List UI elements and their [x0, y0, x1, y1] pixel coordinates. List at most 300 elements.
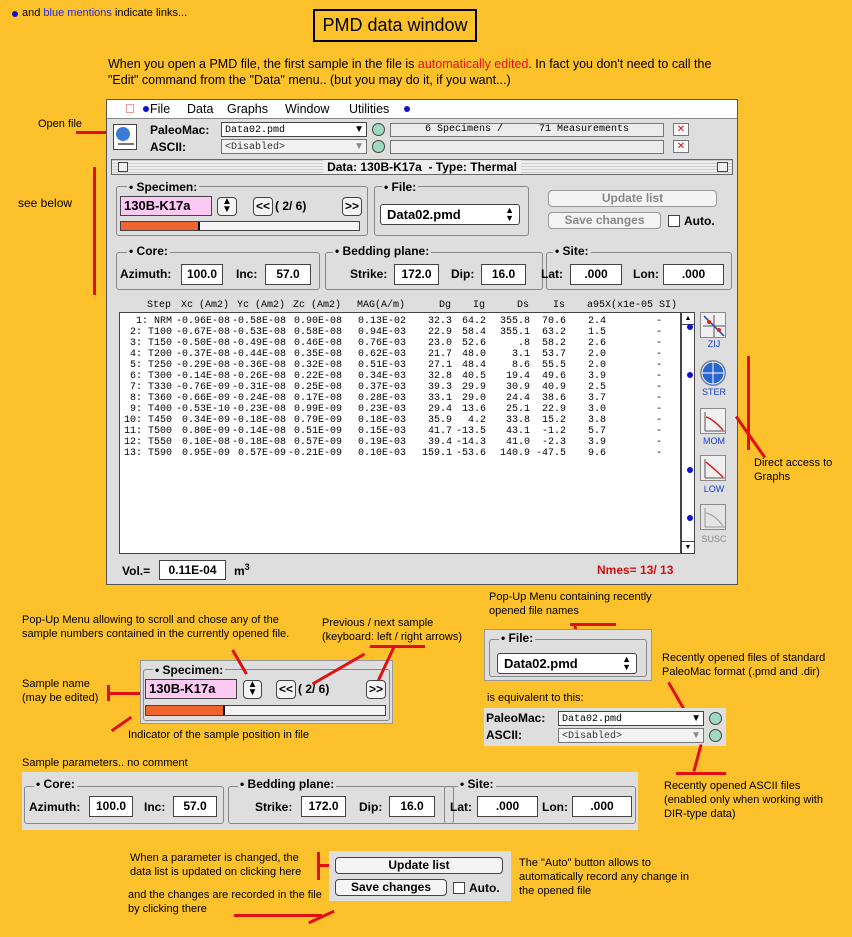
table-cell: -53.6 [455, 448, 486, 459]
bedding-group-label: • Bedding plane: [335, 244, 430, 258]
column-header: Step [146, 300, 171, 311]
table-cell: 140.9 [499, 448, 530, 459]
table-cell: 0.51E-09 [293, 426, 342, 437]
susc-icon[interactable] [700, 504, 726, 530]
popup-arrows-icon: ▲ ▼ [505, 205, 514, 223]
dip-field[interactable]: 16.0 [389, 796, 435, 817]
recent-ascii-bar [676, 772, 726, 775]
dip-label: Dip: [359, 800, 383, 814]
mom-graphic [701, 409, 727, 435]
table-cell: 1.5 [587, 327, 606, 338]
table-cell: 0.19E-03 [357, 437, 406, 448]
low-graphic [701, 456, 727, 482]
lat-field[interactable]: .000 [570, 264, 622, 285]
table-cell: 10: T450 [123, 415, 172, 426]
sample-position-fill [121, 222, 200, 230]
recent-popup-note: Pop-Up Menu containing recently opened file names [489, 591, 652, 617]
table-row[interactable] [120, 393, 662, 404]
table-cell: -47.5 [535, 448, 566, 459]
table-cell: 0.17E-08 [293, 393, 342, 404]
table-cell: 7: T330 [129, 382, 172, 393]
ster-graphic [701, 361, 727, 387]
lon-field[interactable]: .000 [572, 796, 632, 817]
sample-name-note: Sample name (may be edited) [22, 678, 99, 704]
recent-ascii-note: Recently opened ASCII files (enabled only when working with DIR-type data) [664, 780, 823, 820]
table-cell: 4.2 [467, 415, 486, 426]
file-popup[interactable]: Data02.pmd ▲ ▼ [497, 653, 637, 674]
menu-utilities[interactable]: Utilities [349, 102, 390, 116]
auto-checkbox[interactable] [453, 882, 465, 894]
file-detail [484, 629, 652, 681]
sample-position-fill [146, 706, 225, 715]
zoom-box-icon[interactable] [717, 162, 728, 172]
table-cell: 13: T590 [123, 448, 172, 459]
table-cell: 0.58E-08 [293, 327, 342, 338]
table-row[interactable] [120, 415, 662, 426]
table-cell: - [655, 360, 662, 371]
lat-label: Lat: [541, 267, 563, 281]
table-cell: 32.8 [427, 371, 452, 382]
inc-field[interactable]: 57.0 [173, 796, 217, 817]
table-cell: 13.6 [461, 404, 486, 415]
table-cell: -0.23E-08 [231, 404, 286, 415]
inc-label: Inc: [236, 267, 258, 281]
zij-icon[interactable] [700, 312, 726, 338]
table-cell: -0.37E-08 [175, 349, 230, 360]
table-cell: 11: T500 [123, 426, 172, 437]
save-bar [234, 914, 322, 917]
link-dot-icon [687, 372, 693, 378]
table-cell: 63.2 [541, 327, 566, 338]
table-cell: - [655, 404, 662, 415]
table-cell: - [655, 338, 662, 349]
sample-position-bar [145, 705, 386, 716]
next-sample-button[interactable]: >> [366, 680, 386, 699]
table-cell: 0.25E-08 [293, 382, 342, 393]
table-cell: 43.1 [505, 426, 530, 437]
table-cell: -0.53E-10 [175, 404, 230, 415]
table-cell: 29.4 [427, 404, 452, 415]
column-header: Xc (Am2) [180, 300, 229, 311]
data-title: Data: 130B-K17a - Type: Thermal [323, 160, 521, 174]
column-header: Yc (Am2) [236, 300, 285, 311]
table-cell: - [655, 327, 662, 338]
vol-unit: $m^3$ [234, 562, 250, 578]
ascii-radio[interactable] [372, 140, 385, 153]
table-cell: 2.0 [587, 349, 606, 360]
table-cell: - [655, 437, 662, 448]
nmes-count: Nmes= 13/ 13 [597, 563, 674, 577]
equivalent-note: is equivalent to this: [487, 692, 584, 704]
table-cell: 159.1 [421, 448, 452, 459]
table-cell: 22.9 [541, 404, 566, 415]
table-cell: 9.6 [587, 448, 606, 459]
table-cell: 0.15E-03 [357, 426, 406, 437]
see-below-note: see below [18, 196, 73, 210]
menu-data[interactable]: Data [187, 102, 214, 116]
table-cell: -0.67E-08 [175, 327, 230, 338]
table-cell: 3.8 [587, 415, 606, 426]
table-cell: -14.3 [455, 437, 486, 448]
inc-field[interactable]: 57.0 [265, 264, 311, 285]
actions-detail [329, 851, 511, 901]
column-header: X(x1e-05 SI) [605, 300, 678, 311]
specimen-position: ( 2/ 6) [275, 199, 307, 213]
table-cell: 8.6 [511, 360, 530, 371]
ascii-select: <Disabled> ▼ [558, 728, 704, 743]
table-row[interactable] [120, 327, 662, 338]
table-cell: 5.7 [587, 426, 606, 437]
specimen-name-field[interactable]: 130B-K17a [120, 196, 212, 216]
table-cell: 3.9 [587, 371, 606, 382]
strike-label: Strike: [255, 800, 293, 814]
changes-recorded-note: and the changes are recorded in the file by clicking there [128, 889, 322, 915]
strike-label: Strike: [350, 267, 388, 281]
table-cell: 25.1 [505, 404, 530, 415]
table-cell: 33.8 [505, 415, 530, 426]
table-cell: .8 [517, 338, 530, 349]
file-group-label: • File: [384, 180, 417, 194]
table-cell: -0.53E-08 [231, 327, 286, 338]
table-cell: 0.35E-08 [293, 349, 342, 360]
table-cell: 27.1 [427, 360, 452, 371]
table-cell: -2.3 [541, 437, 566, 448]
table-cell: -0.66E-09 [175, 393, 230, 404]
apple-icon[interactable] [125, 101, 135, 116]
table-cell: 58.2 [541, 338, 566, 349]
table-cell: 0.10E-03 [357, 448, 406, 459]
table-cell: 15.2 [541, 415, 566, 426]
column-header: Dg [438, 300, 451, 311]
table-cell: - [655, 371, 662, 382]
strike-field[interactable]: 172.0 [394, 264, 439, 285]
table-cell: - [655, 382, 662, 393]
table-cell: - [655, 448, 662, 459]
column-header: MAG(A/m) [356, 300, 405, 311]
scroll-up-icon[interactable]: ▲ [682, 313, 694, 325]
lon-label: Lon: [633, 267, 659, 281]
table-cell: 355.1 [499, 327, 530, 338]
menu-bar [107, 100, 737, 119]
azimuth-label: Azimuth: [29, 800, 81, 814]
table-cell: -0.44E-08 [231, 349, 286, 360]
table-cell: -0.14E-08 [175, 371, 230, 382]
ascii-radio[interactable] [709, 729, 722, 742]
table-cell: 38.6 [541, 393, 566, 404]
dropdown-arrow-icon: ▼ [691, 713, 701, 724]
strike-field[interactable]: 172.0 [301, 796, 346, 817]
table-cell: 2.4 [587, 316, 606, 327]
specimen-detail [140, 660, 393, 724]
intro-text: When you open a PMD file, the first sample in the file is automatically edited. In fact you don't need to call the "Edit" command from the "Data" menu.. (but you may do it, if you want...) [108, 57, 712, 87]
auto-checkbox[interactable] [668, 215, 680, 227]
paleomac-label: PaleoMac: [150, 123, 210, 137]
prev-sample-button[interactable]: << [276, 680, 296, 699]
table-cell: 24.4 [505, 393, 530, 404]
table-cell: 40.9 [541, 382, 566, 393]
site-group-label: • Site: [555, 244, 589, 258]
low-button[interactable]: LOW [703, 484, 725, 494]
table-cell: 0.34E-09 [181, 415, 230, 426]
auto-label: Auto. [469, 881, 500, 895]
specimen-detail-label: • Specimen: [155, 663, 224, 677]
table-cell: 2.5 [587, 382, 606, 393]
table-cell: 0.76E-03 [357, 338, 406, 349]
table-cell: -0.14E-08 [231, 426, 286, 437]
graph-buttons-panel [698, 312, 730, 552]
table-row[interactable] [120, 448, 662, 459]
prev-sample-button[interactable]: << [253, 197, 273, 216]
table-cell: -0.18E-08 [231, 437, 286, 448]
table-cell: 0.28E-03 [357, 393, 406, 404]
table-cell: - [655, 426, 662, 437]
susc-button[interactable]: SUSC [701, 534, 727, 544]
vol-field[interactable]: 0.11E-04 [159, 560, 226, 580]
page-title: PMD data window [313, 9, 477, 42]
zij-button[interactable]: ZIJ [707, 339, 721, 349]
table-cell: 3.9 [587, 437, 606, 448]
table-cell: 35.9 [427, 415, 452, 426]
table-cell: 0.57E-09 [293, 437, 342, 448]
popup-arrows-icon: ▲ ▼ [622, 654, 631, 672]
link-dot-icon [687, 324, 693, 330]
link-dot-icon [687, 467, 693, 473]
close-icon[interactable]: ✕ [673, 140, 689, 153]
menu-window[interactable]: Window [285, 102, 330, 116]
zij-graphic [701, 313, 727, 339]
table-cell: 22.9 [427, 327, 452, 338]
table-cell: 3.7 [587, 393, 606, 404]
lon-label: Lon: [542, 800, 568, 814]
table-cell: -13.5 [455, 426, 486, 437]
table-cell: 0.13E-02 [357, 316, 406, 327]
table-cell: 52.6 [461, 338, 486, 349]
table-cell: 49.6 [541, 371, 566, 382]
inc-label: Inc: [144, 800, 166, 814]
dip-field[interactable]: 16.0 [481, 264, 526, 285]
column-header: Ig [472, 300, 485, 311]
ascii-label: ASCII: [486, 728, 522, 742]
table-row[interactable] [120, 371, 662, 382]
table-cell: -0.49E-08 [231, 338, 286, 349]
close-box-icon[interactable] [118, 162, 128, 172]
table-cell: 30.9 [505, 382, 530, 393]
paleomac-radio[interactable] [709, 712, 722, 725]
susc-graphic [701, 505, 727, 531]
indicator-note: Indicator of the sample position in file [128, 729, 309, 741]
recent-popup-bar [570, 623, 616, 626]
sample-params-note: Sample parameters.. no comment [22, 757, 188, 769]
graphs-bracket-line [735, 416, 766, 459]
table-cell: 32.3 [427, 316, 452, 327]
table-cell: 41.7 [427, 426, 452, 437]
link-dot-icon [404, 106, 410, 112]
dropdown-arrow-icon: ▼ [354, 141, 364, 152]
prev-next-bar [370, 645, 425, 648]
table-cell: - [655, 415, 662, 426]
table-row[interactable] [120, 338, 662, 349]
file-detail-label: • File: [501, 631, 534, 645]
file-rows-detail [484, 708, 726, 746]
table-cell: 355.8 [499, 316, 530, 327]
link-dot-icon [687, 515, 693, 521]
data-list[interactable] [119, 312, 681, 554]
bullet-icon [12, 11, 18, 17]
table-row[interactable] [120, 404, 662, 415]
table-row[interactable] [120, 426, 662, 437]
table-cell: 70.6 [541, 316, 566, 327]
table-cell: 4: T200 [129, 349, 172, 360]
table-cell: -0.24E-08 [231, 393, 286, 404]
table-cell: 2.0 [587, 360, 606, 371]
paleomac-select[interactable]: Data02.pmd ▼ [221, 122, 367, 137]
lon-field[interactable]: .000 [663, 264, 724, 285]
save-changes-button[interactable]: Save changes [548, 212, 661, 229]
update-list-button[interactable]: Update list [548, 190, 717, 207]
menu-graphs[interactable]: Graphs [227, 102, 268, 116]
table-cell: 3.1 [511, 349, 530, 360]
paleomac-select[interactable]: Data02.pmd ▼ [558, 711, 704, 726]
link-legend: and blue mentions indicate links... [22, 7, 188, 19]
table-cell: 2.6 [587, 338, 606, 349]
prev-next-note: Previous / next sample (keyboard: left / right arrows) [322, 617, 462, 643]
close-icon[interactable]: ✕ [673, 123, 689, 136]
column-header: a95 [586, 300, 605, 311]
ascii-label: ASCII: [150, 140, 186, 154]
table-cell: 64.2 [461, 316, 486, 327]
table-cell: 39.3 [427, 382, 452, 393]
save-changes-button[interactable]: Save changes [335, 879, 447, 896]
table-cell: -0.76E-09 [175, 382, 230, 393]
table-cell: 48.4 [461, 360, 486, 371]
menu-file[interactable]: File [150, 102, 171, 116]
table-cell: 0.57E-09 [237, 448, 286, 459]
ster-icon[interactable] [700, 360, 726, 386]
table-cell: -1.2 [541, 426, 566, 437]
specimen-popup-button[interactable]: ▲ ▼ [217, 197, 237, 216]
next-sample-button[interactable]: >> [342, 197, 362, 216]
table-cell: 19.4 [505, 371, 530, 382]
table-cell: 0.99E-09 [293, 404, 342, 415]
summary-bar [390, 140, 664, 154]
link-dot-icon [143, 106, 149, 112]
table-cell: 29.0 [461, 393, 486, 404]
specimen-group-label: • Specimen: [129, 180, 198, 194]
table-cell: 0.95E-09 [181, 448, 230, 459]
table-cell: 23.0 [427, 338, 452, 349]
table-cell: - [655, 349, 662, 360]
table-cell: 33.1 [427, 393, 452, 404]
column-header: Is [552, 300, 565, 311]
table-cell: 29.9 [461, 382, 486, 393]
table-cell: 12: T550 [123, 437, 172, 448]
auto-note: The "Auto" button allows to automatically record any change in the opened file [519, 857, 689, 897]
vol-label: Vol.= [122, 564, 151, 578]
param-changed-note: When a parameter is changed, the data list is updated on clicking here [130, 852, 302, 878]
low-icon[interactable] [700, 455, 726, 481]
table-cell: 21.7 [427, 349, 452, 360]
scroll-down-icon[interactable]: ▼ [682, 541, 694, 553]
azimuth-field[interactable]: 100.0 [89, 796, 133, 817]
specimen-popup-button[interactable]: ▲ ▼ [243, 680, 262, 699]
table-cell: 0.22E-08 [293, 371, 342, 382]
azimuth-field[interactable]: 100.0 [181, 264, 223, 285]
table-row[interactable] [120, 316, 662, 327]
file-summary: 6 Specimens / 71 Measurements [390, 123, 664, 137]
table-cell: 3.0 [587, 404, 606, 415]
site-group-label: • Site: [460, 777, 494, 791]
ster-button[interactable]: STER [701, 387, 726, 397]
paleomac-label: PaleoMac: [486, 711, 546, 725]
ascii-select: <Disabled> ▼ [221, 139, 367, 154]
table-cell: 41.0 [505, 437, 530, 448]
sample-position-bar [120, 221, 360, 231]
column-header: Zc (Am2) [292, 300, 341, 311]
file-popup[interactable]: Data02.pmd ▲ ▼ [380, 204, 520, 225]
table-cell: 0.46E-08 [293, 338, 342, 349]
table-cell: 2: T100 [129, 327, 172, 338]
table-cell: 40.5 [461, 371, 486, 382]
paleomac-radio[interactable] [372, 123, 385, 136]
table-cell: 0.37E-03 [357, 382, 406, 393]
table-cell: 0.34E-03 [357, 371, 406, 382]
table-cell: 1: NRM [135, 316, 172, 327]
direct-access-note: Direct access to Graphs [754, 457, 833, 483]
mom-icon[interactable] [700, 408, 726, 434]
lat-label: Lat: [450, 800, 472, 814]
specimen-name-field[interactable]: 130B-K17a [145, 679, 237, 699]
table-cell: -0.21E-09 [287, 448, 342, 459]
table-cell: - [655, 316, 662, 327]
sample-name-arrow-h [109, 692, 144, 695]
mom-button[interactable]: MOM [703, 436, 725, 446]
bedding-group-label: • Bedding plane: [240, 777, 335, 791]
dip-label: Dip: [451, 267, 475, 281]
pmd-data-window [106, 99, 738, 585]
table-cell: 3: T150 [129, 338, 172, 349]
table-cell: 5: T250 [129, 360, 172, 371]
table-row[interactable] [120, 382, 662, 393]
data-title-bar[interactable] [111, 159, 733, 175]
table-cell: -0.26E-08 [231, 371, 286, 382]
open-file-arrow [76, 131, 110, 134]
lat-field[interactable]: .000 [477, 796, 538, 817]
table-cell: -0.18E-08 [231, 415, 286, 426]
table-cell: -0.50E-08 [175, 338, 230, 349]
dropdown-arrow-icon: ▼ [354, 124, 364, 135]
specimen-position: ( 2/ 6) [298, 682, 330, 696]
table-cell: 0.23E-03 [357, 404, 406, 415]
table-cell: 9: T400 [129, 404, 172, 415]
dropdown-arrow-icon: ▼ [691, 730, 701, 741]
auto-label: Auto. [684, 214, 715, 228]
table-cell: -0.36E-08 [231, 360, 286, 371]
table-row[interactable] [120, 349, 662, 360]
table-cell: 8: T360 [129, 393, 172, 404]
update-list-button[interactable]: Update list [335, 857, 503, 874]
table-cell: 0.18E-03 [357, 415, 406, 426]
table-row[interactable] [120, 437, 662, 448]
recent-std-note: Recently opened files of standard PaleoMac format (.pmd and .dir) [662, 652, 826, 678]
table-cell: 0.32E-08 [293, 360, 342, 371]
popup-menu-note: Pop-Up Menu allowing to scroll and chose any of the sample numbers contained in the currently opened file. [22, 614, 290, 640]
table-cell: -0.58E-08 [231, 316, 286, 327]
table-cell: 0.79E-09 [293, 415, 342, 426]
open-file-icon[interactable] [113, 124, 137, 150]
table-cell: 39.4 [427, 437, 452, 448]
table-row[interactable] [120, 360, 662, 371]
open-file-note: Open file [38, 118, 83, 130]
